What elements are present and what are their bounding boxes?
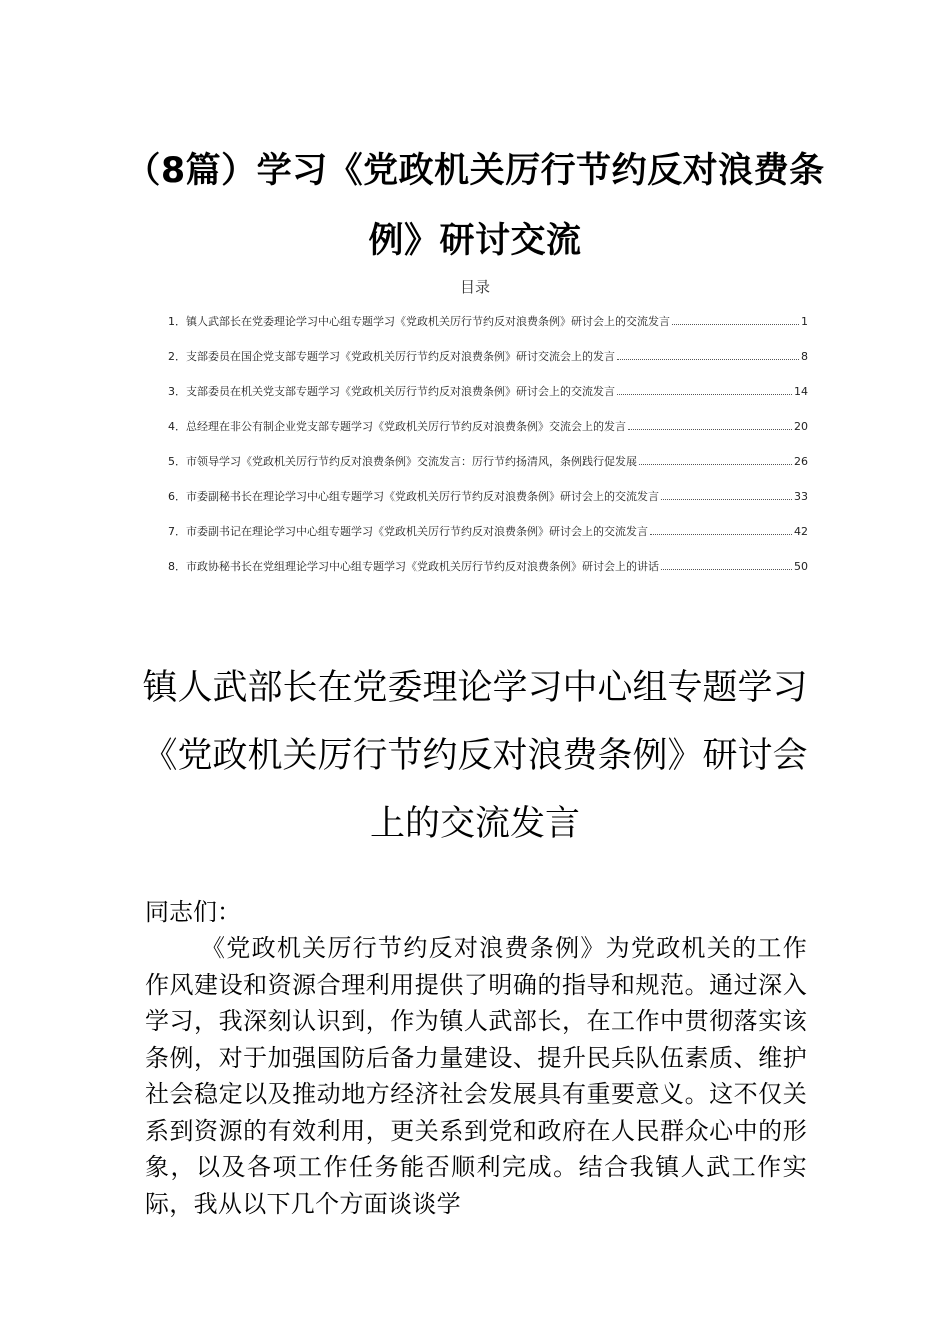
toc-heading: 目录 (459, 278, 490, 296)
toc-leader-dots (617, 359, 799, 360)
toc-entry-3[interactable] (168, 380, 808, 415)
toc-leader-dots (650, 534, 792, 535)
toc-entry-label: 1．镇人武部长在党委理论学习中心组专题学习《党政机关厉行节约反对浪费条例》研讨会上的交流发言 (168, 315, 670, 328)
toc-entry-1[interactable] (168, 310, 808, 345)
body-paragraph: 《党政机关厉行节约反对浪费条例》为党政机关的工作作风建设和资源合理利用提供了明确的指导和规范。通过深入学习，我深刻认识到，作为镇人武部长，在工作中贯彻落实该条例，对于加强国防后备力量建设、提升民兵队伍素质、维护社会稳定以及推动地方经济社会发展具有重要意义。这不仅关系到资源的有效利用，更关系到党和政府在人民群众心中的形象，以及各项工作任务能否顺利完成。结合我镇人武工作实际，我从以下几个方面谈谈学 (145, 934, 807, 1218)
table-of-contents (168, 310, 808, 590)
toc-entry-page: 33 (794, 490, 808, 503)
toc-entry-4[interactable] (168, 415, 808, 450)
toc-entry-page: 14 (794, 385, 808, 398)
toc-entry-page: 26 (794, 455, 808, 468)
toc-entry-label: 6．市委副秘书长在理论学习中心组专题学习《党政机关厉行节约反对浪费条例》研讨会上的交流发言 (168, 490, 659, 503)
toc-entry-label: 5．市领导学习《党政机关厉行节约反对浪费条例》交流发言：厉行节约扬清风，条例践行促发展 (168, 455, 637, 468)
speech-title: 镇人武部长在党委理论学习中心组专题学习《党政机关厉行节约反对浪费条例》研讨会上的交流发言 (142, 668, 808, 844)
toc-entry-page: 50 (794, 560, 808, 573)
toc-entry-2[interactable] (168, 345, 808, 380)
toc-entry-page: 1 (801, 315, 808, 328)
toc-entry-page: 42 (794, 525, 808, 538)
toc-leader-dots (661, 569, 792, 570)
toc-entry-label: 7．市委副书记在理论学习中心组专题学习《党政机关厉行节约反对浪费条例》研讨会上的交流发言 (168, 525, 648, 538)
toc-entry-5[interactable] (168, 450, 808, 485)
toc-leader-dots (672, 324, 799, 325)
toc-leader-dots (661, 499, 792, 500)
toc-leader-dots (639, 464, 792, 465)
toc-entry-8[interactable] (168, 555, 808, 590)
toc-entry-label: 2．支部委员在国企党支部专题学习《党政机关厉行节约反对浪费条例》研讨交流会上的发言 (168, 350, 615, 363)
toc-entry-page: 20 (794, 420, 808, 433)
toc-entry-6[interactable] (168, 485, 808, 520)
toc-leader-dots (628, 429, 792, 430)
toc-entry-label: 8．市政协秘书长在党组理论学习中心组专题学习《党政机关厉行节约反对浪费条例》研讨会上的讲话 (168, 560, 659, 573)
salutation: 同志们： (145, 898, 241, 926)
document-title: （8篇）学习《党政机关厉行节约反对浪费条例》研讨交流 (125, 151, 825, 261)
toc-entry-7[interactable] (168, 520, 808, 555)
toc-leader-dots (617, 394, 792, 395)
toc-entry-label: 3．支部委员在机关党支部专题学习《党政机关厉行节约反对浪费条例》研讨会上的交流发言 (168, 385, 615, 398)
toc-entry-label: 4．总经理在非公有制企业党支部专题学习《党政机关厉行节约反对浪费条例》交流会上的发言 (168, 420, 626, 433)
toc-entry-page: 8 (801, 350, 808, 363)
